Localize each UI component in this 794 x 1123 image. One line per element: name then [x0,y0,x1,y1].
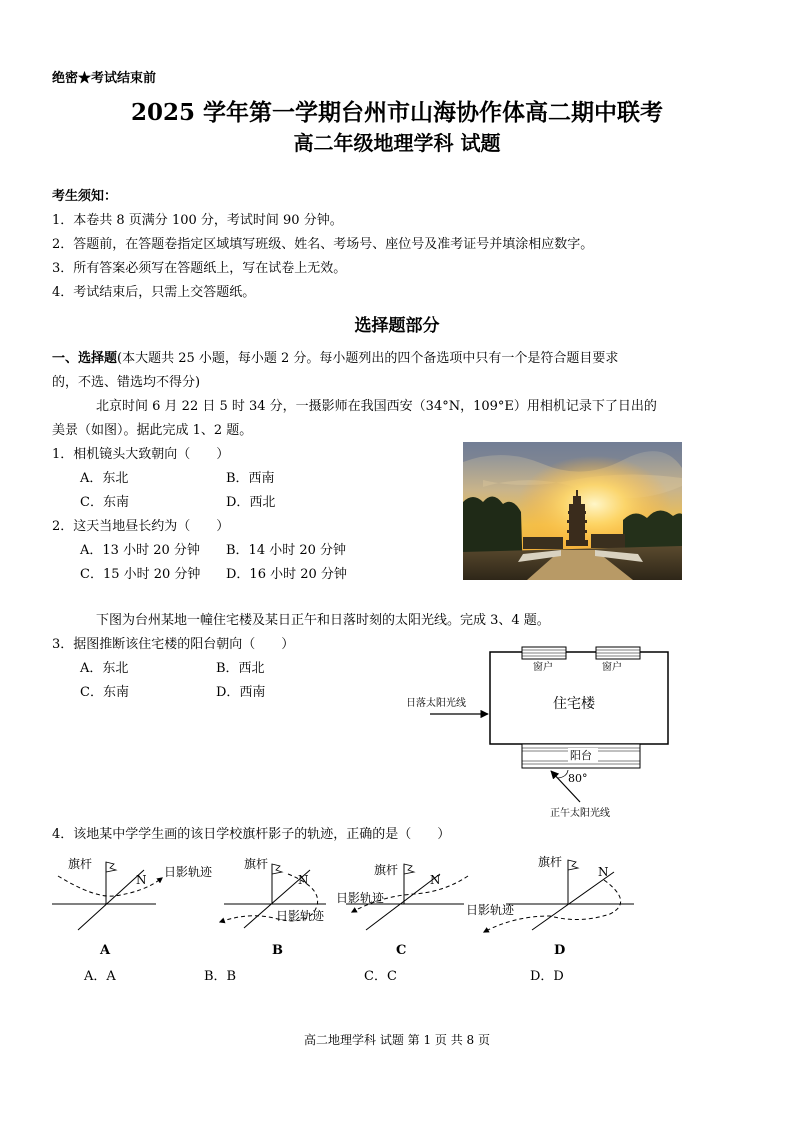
shadow-label-d: 日影轨迹 [466,903,515,917]
q3-option-b: B．西北 [216,661,265,676]
q2-option-b: B．14 小时 20 分钟 [226,543,347,558]
page-footer: 高二地理学科 试题 第 1 页 共 8 页 [304,1033,490,1047]
shadow-label-a: 日影轨迹 [164,865,213,879]
diagram-d [466,854,634,958]
sunrise-photo [463,442,682,580]
part1-intro-line2: 的，不选、错选均不得分) [52,375,201,390]
window-2-label: 窗户 [602,662,622,673]
secret-label: 绝密★考试结束前 [52,71,157,86]
north-label-d: N [598,865,609,879]
diagram-b [220,856,326,958]
shadow-label-c: 日影轨迹 [336,891,385,905]
diagram-label-a: A [100,943,111,958]
flagpole-label-b: 旗杆 [244,857,269,871]
notice-item: 1．本卷共 8 页满分 100 分，考试时间 90 分钟。 [52,213,343,228]
q2-option-c: C．15 小时 20 分钟 [80,567,201,582]
angle-arc [558,770,568,778]
material2-line1: 下图为台州某地一幢住宅楼及某日正午和日落时刻的太阳光线。完成 3、4 题。 [96,613,550,628]
q1-option-d: D．西北 [226,495,276,510]
exam-subtitle: 高二年级地理学科 试题 [293,131,501,155]
q4-option-d: D．D [530,969,564,984]
window-2 [596,647,640,659]
window-1 [522,647,566,659]
shadow-label-b: 日影轨迹 [276,909,325,923]
building-label: 住宅楼 [553,696,595,712]
part1-intro [52,350,618,368]
north-label-b: N [298,873,309,887]
q3-option-c: C．东南 [80,685,129,700]
window-1-label: 窗户 [533,662,553,673]
q1-option-c: C．东南 [80,495,129,510]
sunset-ray-label: 日落太阳光线 [406,698,466,709]
material1-line1: 北京时间 6 月 22 日 5 时 34 分，一摄影师在我国西安（34°N，109°E）用相机记录下了日出的 [96,399,657,414]
balcony-label: 阳台 [570,749,592,762]
q1-stem: 1．相机镜头大致朝向（ ） [52,447,230,462]
north-label-c: N [430,873,441,887]
diagram-label-c: C [396,943,407,958]
q2-option-a: A．13 小时 20 分钟 [80,543,200,558]
q4-option-a: A．A [84,969,116,984]
diagram-label-d: D [554,943,566,958]
notice-item: 4．考试结束后，只需上交答题纸。 [52,285,256,300]
q1-option-b: B．西南 [226,471,275,486]
q3-stem: 3．据图推断该住宅楼的阳台朝向（ ） [52,637,295,652]
building-diagram [400,644,700,824]
q2-option-d: D．16 小时 20 分钟 [226,567,347,582]
notice-item: 2．答题前，在答题卷指定区域填写班级、姓名、考场号、座位号及准考证号并填涂相应数字。 [52,237,594,252]
part1-label: 一、选择题 [52,351,118,366]
angle-label: 80° [568,772,588,785]
q4-option-c: C．C [364,969,397,984]
flagpole-label-c: 旗杆 [374,863,399,877]
notice-item: 3．所有答案必须写在答题纸上，写在试卷上无效。 [52,261,347,276]
diagram-c [336,862,468,958]
q4-stem: 4．该地某中学学生画的该日学校旗杆影子的轨迹，正确的是（ ） [52,827,451,842]
q4-option-b: B．B [204,969,237,984]
shadow-track-diagrams [44,850,664,962]
section-title: 选择题部分 [354,316,440,336]
exam-title: 2025 学年第一学期台州市山海协作体高二期中联考 [130,99,664,126]
flagpole-label-d: 旗杆 [538,855,563,869]
q3-option-a: A．东北 [80,661,129,676]
q1-option-a: A．东北 [80,471,129,486]
part1-description: (本大题共 25 小题，每小题 2 分。每小题列出的四个备选项中只有一个是符合题目要求 [117,351,619,366]
notice-heading: 考生须知： [52,189,118,204]
material1-line2: 美景（如图）。据此完成 1、2 题。 [52,423,253,438]
diagram-label-b: B [272,943,283,958]
flagpole-label-a: 旗杆 [68,857,93,871]
north-label-a: N [136,873,147,887]
q2-stem: 2．这天当地昼长约为（ ） [52,519,230,534]
diagram-a [52,856,213,958]
q3-option-d: D．西南 [216,685,266,700]
noon-ray-label: 正午太阳光线 [550,808,610,819]
